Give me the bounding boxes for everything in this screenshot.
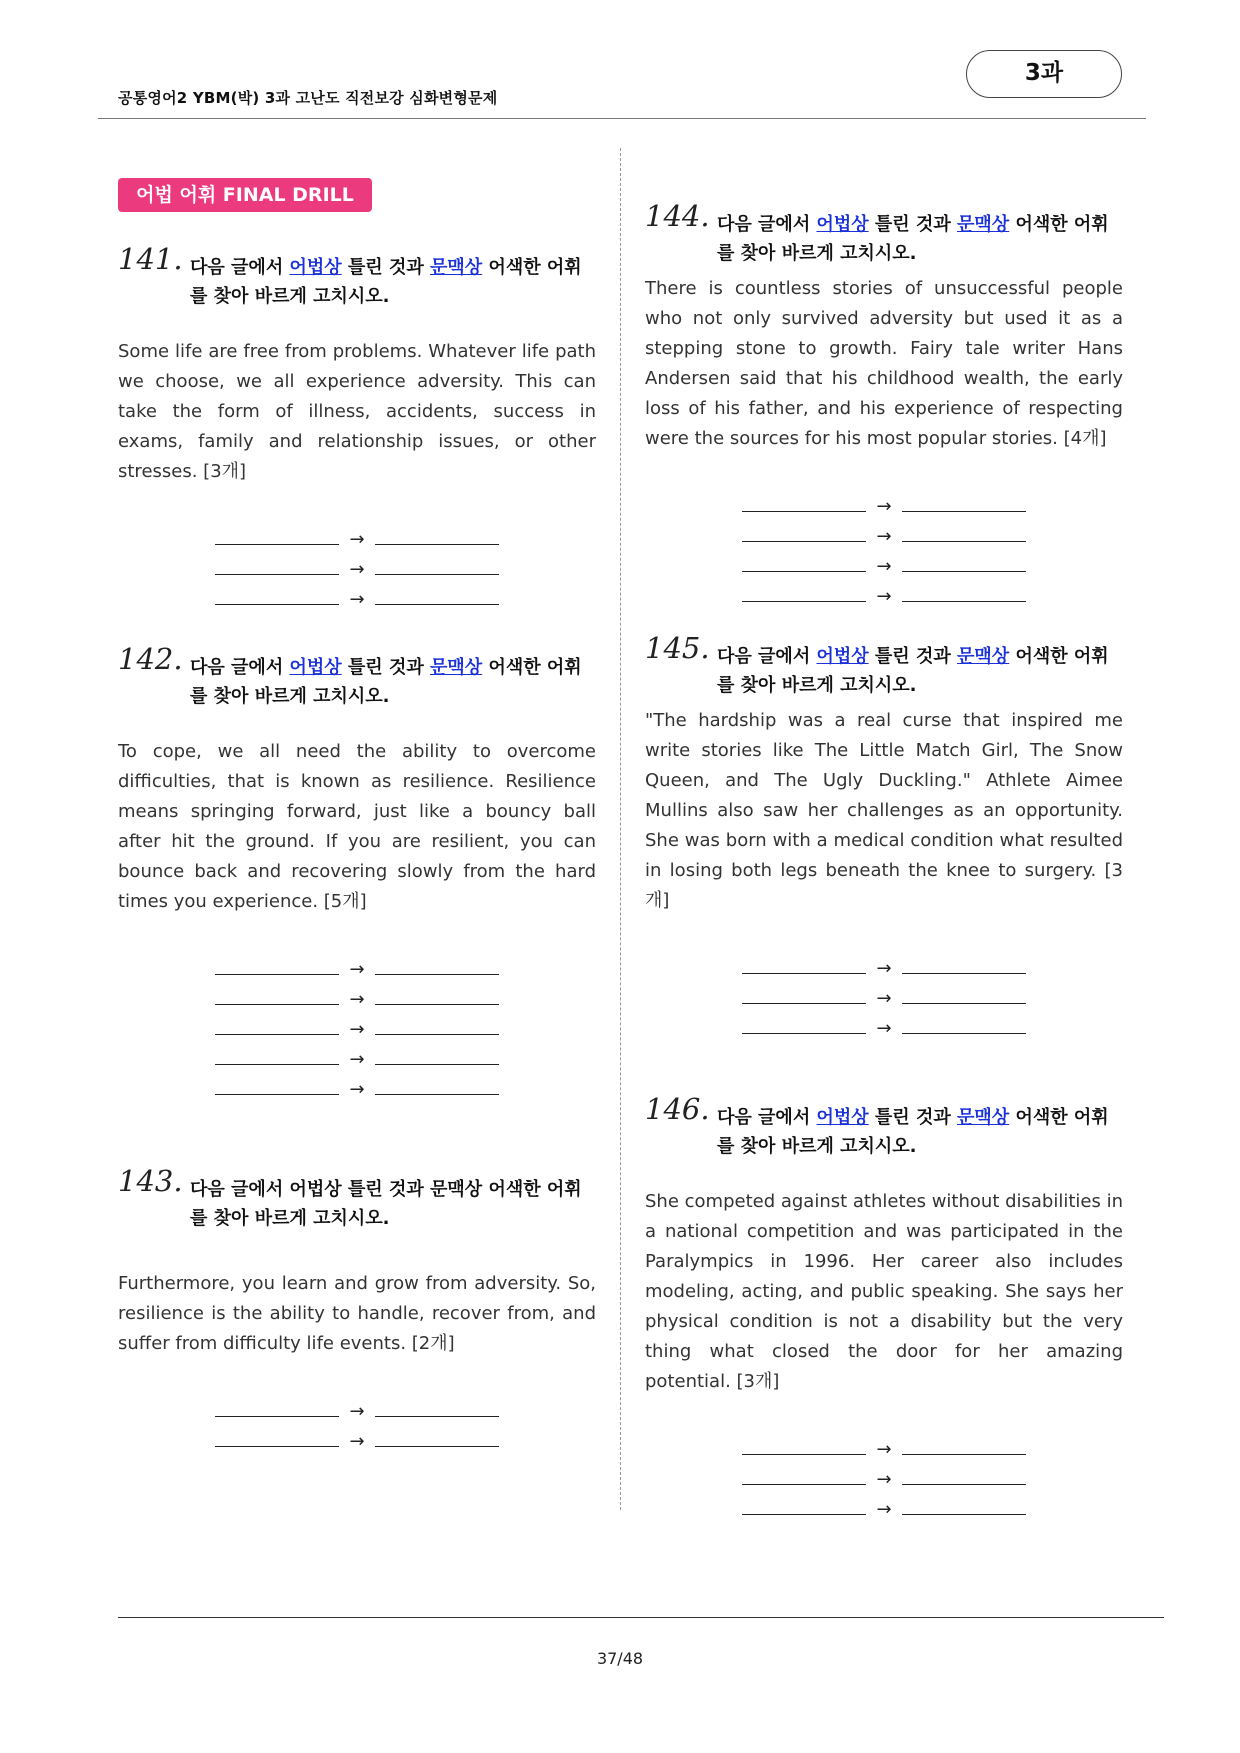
section-badge: 어법 어휘 FINAL DRILL bbox=[118, 178, 372, 212]
page-header-title: 공통영어2 YBM(박) 3과 고난도 직전보강 심화변형문제 bbox=[118, 89, 498, 107]
answer-lines bbox=[118, 1393, 596, 1453]
question-142 bbox=[118, 642, 596, 1101]
answer-lines bbox=[645, 488, 1123, 608]
answer-blank-correct[interactable] bbox=[375, 1416, 499, 1417]
grammar-keyword: 어법상 bbox=[289, 657, 342, 678]
context-keyword: 문맥상 bbox=[430, 1179, 483, 1200]
question-instruction: 144. 다음 글에서 어법상 틀린 것과 문맥상 어색한 어휘를 찾아 바르게 고치시오. bbox=[645, 199, 1109, 264]
grammar-keyword: 어법상 bbox=[816, 214, 869, 235]
question-instruction: 142. 다음 글에서 어법상 틀린 것과 문맥상 어색한 어휘를 찾아 바르게 고치시오. bbox=[118, 642, 582, 707]
question-passage: "The hardship was a real curse that inspired me write stories like The Little Match Girl, The Snow Queen, and The Ugly Duckling." Athlete Aimee Mullins also saw her challenges as an opportunity. She was born with a medical condition what resulted in losing both legs beneath the knee to surgery. [3개] bbox=[645, 710, 1123, 911]
question-passage: To cope, we all need the ability to overcome difficulties, that is known as resilience. Resilience means springing forward, just like a bouncy ball after hit the ground. If you are resilient, you can bounce back and recovering slowly from the hard times you experience. [5개] bbox=[118, 741, 596, 912]
question-number: 141. bbox=[118, 242, 183, 276]
answer-row bbox=[645, 578, 1123, 608]
question-144 bbox=[645, 199, 1123, 608]
arrow-icon: → bbox=[349, 959, 365, 980]
arrow-icon: → bbox=[349, 1079, 365, 1100]
context-keyword: 문맥상 bbox=[430, 257, 483, 278]
arrow-icon: → bbox=[876, 958, 892, 979]
question-instruction: 145. 다음 글에서 어법상 틀린 것과 문맥상 어색한 어휘를 찾아 바르게 고치시오. bbox=[645, 631, 1109, 696]
answer-lines bbox=[118, 521, 596, 611]
grammar-keyword: 어법상 bbox=[289, 257, 342, 278]
answer-blank-correct[interactable] bbox=[902, 1033, 1026, 1034]
answer-blank-correct[interactable] bbox=[902, 1454, 1026, 1455]
column-divider bbox=[620, 148, 621, 1510]
answer-blank-wrong[interactable] bbox=[215, 1094, 339, 1095]
arrow-icon: → bbox=[349, 1401, 365, 1422]
answer-row bbox=[645, 1010, 1123, 1040]
question-143 bbox=[118, 1164, 596, 1453]
arrow-icon: → bbox=[349, 529, 365, 550]
arrow-icon: → bbox=[349, 559, 365, 580]
answer-row bbox=[645, 1461, 1123, 1491]
question-number: 145. bbox=[645, 631, 710, 665]
arrow-icon: → bbox=[349, 1049, 365, 1070]
question-passage: There is countless stories of unsuccessful people who not only survived adversity but used it as a stepping stone to growth. Fairy tale writer Hans Andersen said that his childhood wealth, the early loss of his father, and his experience of respecting were the sources for his most popular stories. [4개] bbox=[645, 278, 1123, 449]
context-keyword: 문맥상 bbox=[957, 214, 1010, 235]
answer-blank-correct[interactable] bbox=[902, 1514, 1026, 1515]
answer-row bbox=[645, 1491, 1123, 1521]
answer-lines bbox=[118, 951, 596, 1101]
answer-row bbox=[118, 1071, 596, 1101]
question-number: 146. bbox=[645, 1092, 710, 1126]
header-divider bbox=[98, 118, 1146, 119]
answer-blank-correct[interactable] bbox=[902, 601, 1026, 602]
answer-blank-correct[interactable] bbox=[375, 974, 499, 975]
page-number: 37/48 bbox=[596, 1649, 644, 1668]
answer-row bbox=[645, 950, 1123, 980]
context-keyword: 문맥상 bbox=[430, 657, 483, 678]
answer-blank-wrong[interactable] bbox=[215, 1034, 339, 1035]
question-passage: Furthermore, you learn and grow from adversity. So, resilience is the ability to handle, recover from, and suffer from difficulty life events. [2개] bbox=[118, 1273, 596, 1354]
footer-divider bbox=[118, 1617, 1164, 1618]
answer-blank-correct[interactable] bbox=[902, 1003, 1026, 1004]
answer-blank-correct[interactable] bbox=[375, 1004, 499, 1005]
answer-row bbox=[645, 518, 1123, 548]
answer-blank-wrong[interactable] bbox=[742, 601, 866, 602]
arrow-icon: → bbox=[349, 989, 365, 1010]
answer-blank-correct[interactable] bbox=[902, 541, 1026, 542]
answer-row bbox=[118, 581, 596, 611]
question-141 bbox=[118, 242, 596, 611]
answer-blank-wrong[interactable] bbox=[742, 1514, 866, 1515]
arrow-icon: → bbox=[349, 1019, 365, 1040]
answer-blank-correct[interactable] bbox=[375, 604, 499, 605]
arrow-icon: → bbox=[876, 526, 892, 547]
answer-lines bbox=[645, 1431, 1123, 1521]
answer-row bbox=[118, 1041, 596, 1071]
answer-row bbox=[118, 1393, 596, 1423]
question-instruction: 141. 다음 글에서 어법상 틀린 것과 문맥상 어색한 어휘를 찾아 바르게 고치시오. bbox=[118, 242, 582, 307]
answer-blank-correct[interactable] bbox=[375, 1064, 499, 1065]
arrow-icon: → bbox=[876, 556, 892, 577]
answer-blank-wrong[interactable] bbox=[215, 1446, 339, 1447]
answer-row bbox=[118, 951, 596, 981]
answer-blank-wrong[interactable] bbox=[742, 511, 866, 512]
answer-row bbox=[118, 521, 596, 551]
answer-row bbox=[118, 981, 596, 1011]
arrow-icon: → bbox=[349, 589, 365, 610]
answer-blank-correct[interactable] bbox=[902, 511, 1026, 512]
answer-row bbox=[118, 1011, 596, 1041]
answer-blank-wrong[interactable] bbox=[215, 544, 339, 545]
grammar-keyword: 어법상 bbox=[816, 1107, 869, 1128]
arrow-icon: → bbox=[876, 1499, 892, 1520]
question-instruction: 146. 다음 글에서 어법상 틀린 것과 문맥상 어색한 어휘를 찾아 바르게 고치시오. bbox=[645, 1092, 1109, 1157]
question-passage: Some life are free from problems. Whatever life path we choose, we all experience adversity. This can take the form of illness, accidents, success in exams, family and relationship issues, or other stresses. [3개] bbox=[118, 341, 596, 482]
answer-lines bbox=[645, 950, 1123, 1040]
arrow-icon: → bbox=[876, 496, 892, 517]
arrow-icon: → bbox=[876, 1439, 892, 1460]
question-145 bbox=[645, 631, 1123, 1040]
question-passage: She competed against athletes without disabilities in a national competition and was participated in the Paralympics in 1996. Her career also includes modeling, acting, and public speaking. She says her physical condition is not a disability but the very thing what closed the door for her amazing potential. [3개] bbox=[645, 1191, 1124, 1392]
answer-blank-wrong[interactable] bbox=[742, 1454, 866, 1455]
answer-blank-correct[interactable] bbox=[375, 1094, 499, 1095]
question-146 bbox=[645, 1092, 1124, 1521]
answer-blank-wrong[interactable] bbox=[742, 1003, 866, 1004]
answer-blank-wrong[interactable] bbox=[742, 541, 866, 542]
answer-blank-correct[interactable] bbox=[375, 574, 499, 575]
answer-blank-wrong[interactable] bbox=[215, 1416, 339, 1417]
answer-blank-correct[interactable] bbox=[375, 1446, 499, 1447]
answer-blank-correct[interactable] bbox=[902, 973, 1026, 974]
answer-blank-wrong[interactable] bbox=[215, 574, 339, 575]
arrow-icon: → bbox=[876, 586, 892, 607]
context-keyword: 문맥상 bbox=[957, 646, 1010, 667]
answer-row bbox=[645, 1431, 1123, 1461]
answer-blank-correct[interactable] bbox=[902, 1484, 1026, 1485]
question-number: 142. bbox=[118, 642, 183, 676]
arrow-icon: → bbox=[876, 988, 892, 1009]
answer-blank-correct[interactable] bbox=[902, 571, 1026, 572]
answer-blank-wrong[interactable] bbox=[742, 1484, 866, 1485]
answer-blank-wrong[interactable] bbox=[215, 1004, 339, 1005]
answer-row bbox=[118, 1423, 596, 1453]
arrow-icon: → bbox=[876, 1018, 892, 1039]
answer-blank-wrong[interactable] bbox=[742, 973, 866, 974]
answer-blank-correct[interactable] bbox=[375, 544, 499, 545]
answer-blank-correct[interactable] bbox=[375, 1034, 499, 1035]
answer-row bbox=[645, 488, 1123, 518]
answer-row bbox=[645, 980, 1123, 1010]
lesson-badge: 3과 bbox=[966, 50, 1122, 98]
answer-blank-wrong[interactable] bbox=[215, 974, 339, 975]
answer-blank-wrong[interactable] bbox=[742, 1033, 866, 1034]
arrow-icon: → bbox=[876, 1469, 892, 1490]
answer-blank-wrong[interactable] bbox=[215, 604, 339, 605]
context-keyword: 문맥상 bbox=[957, 1107, 1010, 1128]
grammar-keyword: 어법상 bbox=[816, 646, 869, 667]
answer-blank-wrong[interactable] bbox=[215, 1064, 339, 1065]
answer-row bbox=[645, 548, 1123, 578]
question-number: 143. bbox=[118, 1164, 183, 1198]
answer-blank-wrong[interactable] bbox=[742, 571, 866, 572]
question-number: 144. bbox=[645, 199, 710, 233]
grammar-keyword: 어법상 bbox=[289, 1179, 342, 1200]
answer-row bbox=[118, 551, 596, 581]
arrow-icon: → bbox=[349, 1431, 365, 1452]
question-instruction: 143. 다음 글에서 어법상 틀린 것과 문맥상 어색한 어휘를 찾아 바르게 고치시오. bbox=[118, 1164, 582, 1229]
